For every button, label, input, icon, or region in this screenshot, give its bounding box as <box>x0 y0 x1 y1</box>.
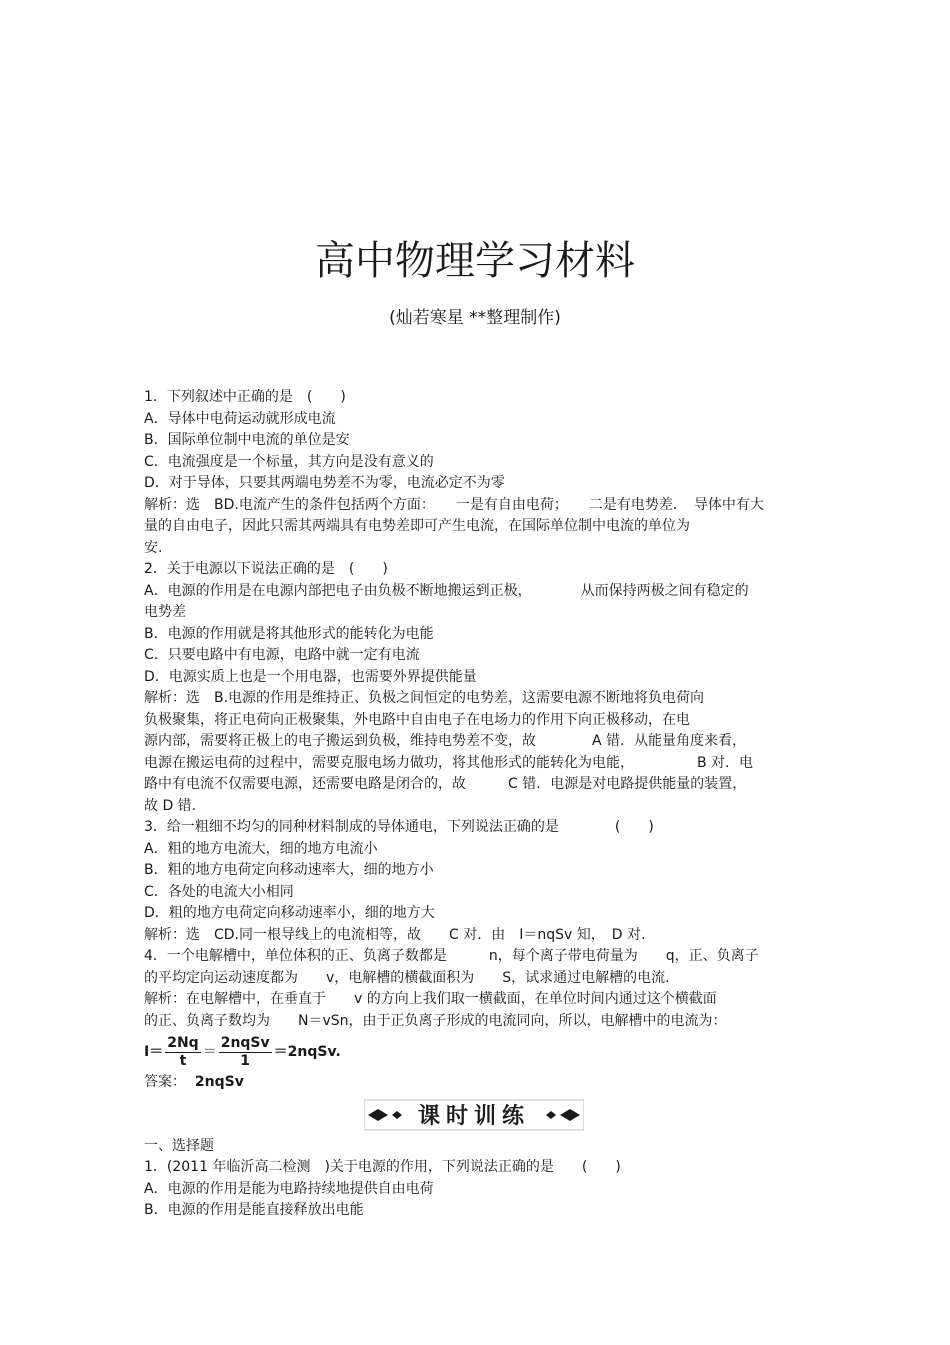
q3-stem: 3．给一粗细不均匀的同种材料制成的导体通电，下列说法正确的是 ( ) <box>144 819 654 835</box>
q2-explanation-line: 源内部，需要将正极上的电子搬运到负极，维持电势差不变，故 A 错．从能量角度来看， <box>144 733 747 749</box>
q1-explanation-line: 解析：选 BD.电流产生的条件包括两个方面： 一是有自由电荷； 二是有电势差． 导体中有大 <box>144 496 764 513</box>
q3-option-a: A．粗的地方电流大，细的地方电流小 <box>144 840 378 857</box>
q2-explanation-line: 故 D 错. <box>144 797 197 814</box>
q2-option-b: B．电源的作用就是将其他形式的能转化为电能 <box>144 625 434 642</box>
q3-option-d: D．粗的地方电荷定向移动速率小，细的地方大 <box>144 905 435 921</box>
q4-explanation-line: 的正、负离子数均为 N＝vSn，由于正负离子形成的电流同向，所以，电解槽中的电流为： <box>144 1012 727 1029</box>
q4-answer <box>144 1072 804 1094</box>
q2-stem: 2．关于电源以下说法正确的是 ( ) <box>144 561 388 577</box>
q3-option-c: C．各处的电流大小相同 <box>144 883 294 900</box>
q2-explanation-line: 解析：选 B.电源的作用是维持正、负极之间恒定的电势差，这需要电源不断地将负电荷向 <box>144 690 705 706</box>
formula-lhs: I＝ <box>144 1044 164 1060</box>
q1-option-d: D．对于导体，只要其两端电势差不为零，电流必定不为零 <box>144 475 505 491</box>
q1-option-b: B．国际单位制中电流的单位是安 <box>144 432 350 448</box>
q3-explanation: 解析：选 CD.同一根导线上的电流相等，故 C 对．由 I＝nqSv 知， D 对. <box>144 926 646 943</box>
banner-graphic <box>364 1098 584 1132</box>
fraction-1 <box>165 1035 200 1070</box>
formula-equals: ＝ <box>202 1044 217 1060</box>
q4-explanation-line: 解析：在电解槽中，在垂直于 v 的方向上我们取一横截面，在单位时间内通过这个横截面 <box>144 991 717 1007</box>
q2-explanation-line: 路中有电流不仅需要电源，还需要电路是闭合的，故 C 错．电源是对电路提供能量的装置， <box>144 776 747 792</box>
q3-option-b: B．粗的地方电荷定向移动速率大，细的地方小 <box>144 862 434 878</box>
q4-stem-cont: 的平均定向运动速度都为 v，电解槽的横截面积为 S，试求通过电解槽的电流. <box>144 969 670 986</box>
q2-explanation-line: 电源在搬运电荷的过程中，需要克服电场力做功，将其他形式的能转化为电能， B 对．电 <box>144 754 754 771</box>
fraction-1-denominator: t <box>179 1052 187 1069</box>
document-body <box>144 387 804 1222</box>
exercise-1-option-b: B．电源的作用是能直接释放出电能 <box>144 1202 364 1218</box>
q1-stem: 1．下列叙述中正确的是 ( ) <box>144 389 346 405</box>
exercise-1-stem: 1．(2011 年临沂高二检测 )关于电源的作用，下列说法正确的是 ( ) <box>144 1159 621 1175</box>
fraction-2 <box>219 1035 272 1070</box>
section-heading: 一、选择题 <box>144 1137 214 1154</box>
formula-rhs: ＝2nqSv. <box>273 1044 341 1060</box>
q4-formula <box>144 1032 804 1072</box>
section-banner <box>144 1098 804 1134</box>
fraction-1-numerator: 2Nq <box>167 1034 199 1051</box>
answer-label: 答案： <box>144 1074 186 1090</box>
q2-option-c: C．只要电路中有电源，电路中就一定有电流 <box>144 647 420 663</box>
q1-explanation-line: 量的自由电子，因此只需其两端具有电势差即可产生电流，在国际单位制中电流的单位为 <box>144 518 690 534</box>
q2-option-a: A．电源的作用是在电源内部把电子由负极不断地搬运到正极， 从而保持两极之间有稳定的 <box>144 582 749 599</box>
banner-text: 课时训练 <box>417 1103 531 1129</box>
fraction-2-numerator: 2nqSv <box>220 1034 270 1051</box>
page-subtitle: (灿若寒星 **整理制作) <box>389 308 561 328</box>
exercise-1-option-a: A．电源的作用是能为电路持续地提供自由电荷 <box>144 1180 434 1197</box>
q1-option-c: C．电流强度是一个标量，其方向是没有意义的 <box>144 453 434 470</box>
q1-explanation-line: 安. <box>144 539 163 556</box>
q4-stem: 4．一个电解槽中，单位体积的正、负离子数都是 n，每个离子带电荷量为 q，正、负离子 <box>144 948 759 964</box>
q2-explanation-line: 负极聚集，将正电荷向正极聚集，外电路中自由电子在电场力的作用下向正极移动，在电 <box>144 711 690 728</box>
fraction-2-denominator: 1 <box>240 1052 251 1069</box>
answer-value: 2nqSv <box>194 1074 244 1090</box>
q2-option-a-cont: 电势差 <box>144 604 186 620</box>
q2-option-d: D．电源实质上也是一个用电器，也需要外界提供能量 <box>144 668 477 685</box>
q1-option-a: A．导体中电荷运动就形成电流 <box>144 410 336 427</box>
page-title: 高中物理学习材料 <box>315 238 635 284</box>
